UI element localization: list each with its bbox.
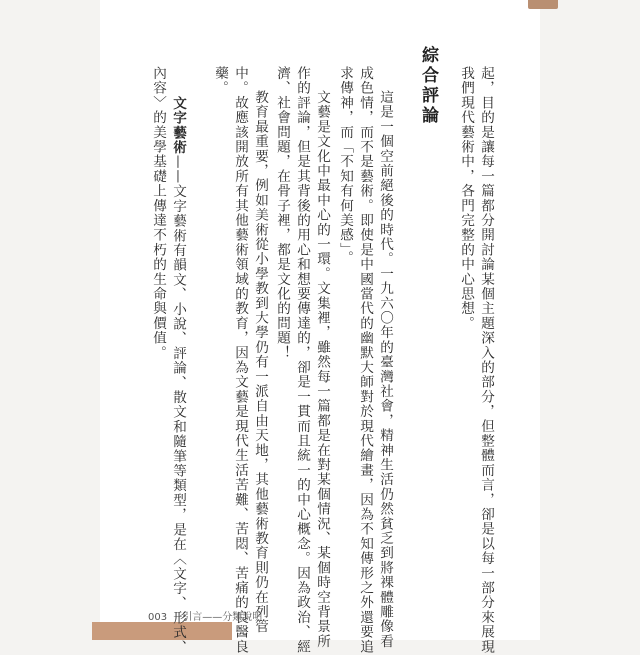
section-line-8: 中。故應該開放所有其他藝術領域的教育，因為文藝是現代生活苦難、苦悶、苦痛的良醫良 [232, 66, 248, 654]
subsection-line-2: 內容〉的美學基礎上傳達不朽的生命與價值。 [150, 66, 166, 360]
intro-line-2: 我們現代藝術中，各門完整的中心思想。 [458, 66, 474, 331]
section-line-7: 教育最重要，例如美術從小學教到大學仍有一派自由天地，其他藝術教育則仍在列管 [252, 90, 268, 634]
section-line-6: 濟、社會問題，在骨子裡，都是文化的問題！ [274, 66, 290, 360]
page-number: 003 [148, 612, 168, 623]
section-line-5: 作的評論，但是其背後的用心和想要傳達的，卻是一貫而且統一的中心概念。因為政治、經 [294, 66, 310, 654]
section-line-1: 這是一個空前絕後的時代。一九六〇年的臺灣社會，精神生活仍然貧乏到將裸體雕像看 [377, 90, 393, 649]
subsection-label: 文字藝術 [170, 96, 186, 155]
chapter-name: 引言——分類說明 [182, 612, 263, 623]
section-line-3: 求傳神，而「不知有何美感」。 [337, 66, 353, 265]
top-tab-decoration [528, 0, 558, 9]
intro-line-1: 起，目的是讓每一篇都分開討論某個主題深入的部分，但整體而言，卻是以每一部分來展現 [478, 66, 494, 654]
section-line-9: 藥。 [212, 66, 228, 96]
bottom-tab-decoration [92, 622, 232, 640]
section-line-4: 文藝是文化中最中心的一環。文集裡，雖然每一篇都是在對某個情況、某個時空背景所 [314, 90, 330, 649]
section-title: 綜合評論 [418, 46, 438, 126]
section-line-2: 成色情，而不是藝術。即使是中國當代的幽默大師對於現代繪畫，因為不知傳形之外還要追 [357, 66, 373, 654]
subsection-line-1 [170, 96, 185, 655]
subsection-dash: —— [170, 154, 186, 185]
subsection-text: 文字藝術有韻文、小說、評論、散文和隨筆等類型，是在〈文字、形式、 [170, 184, 186, 655]
page-footer [148, 608, 262, 623]
